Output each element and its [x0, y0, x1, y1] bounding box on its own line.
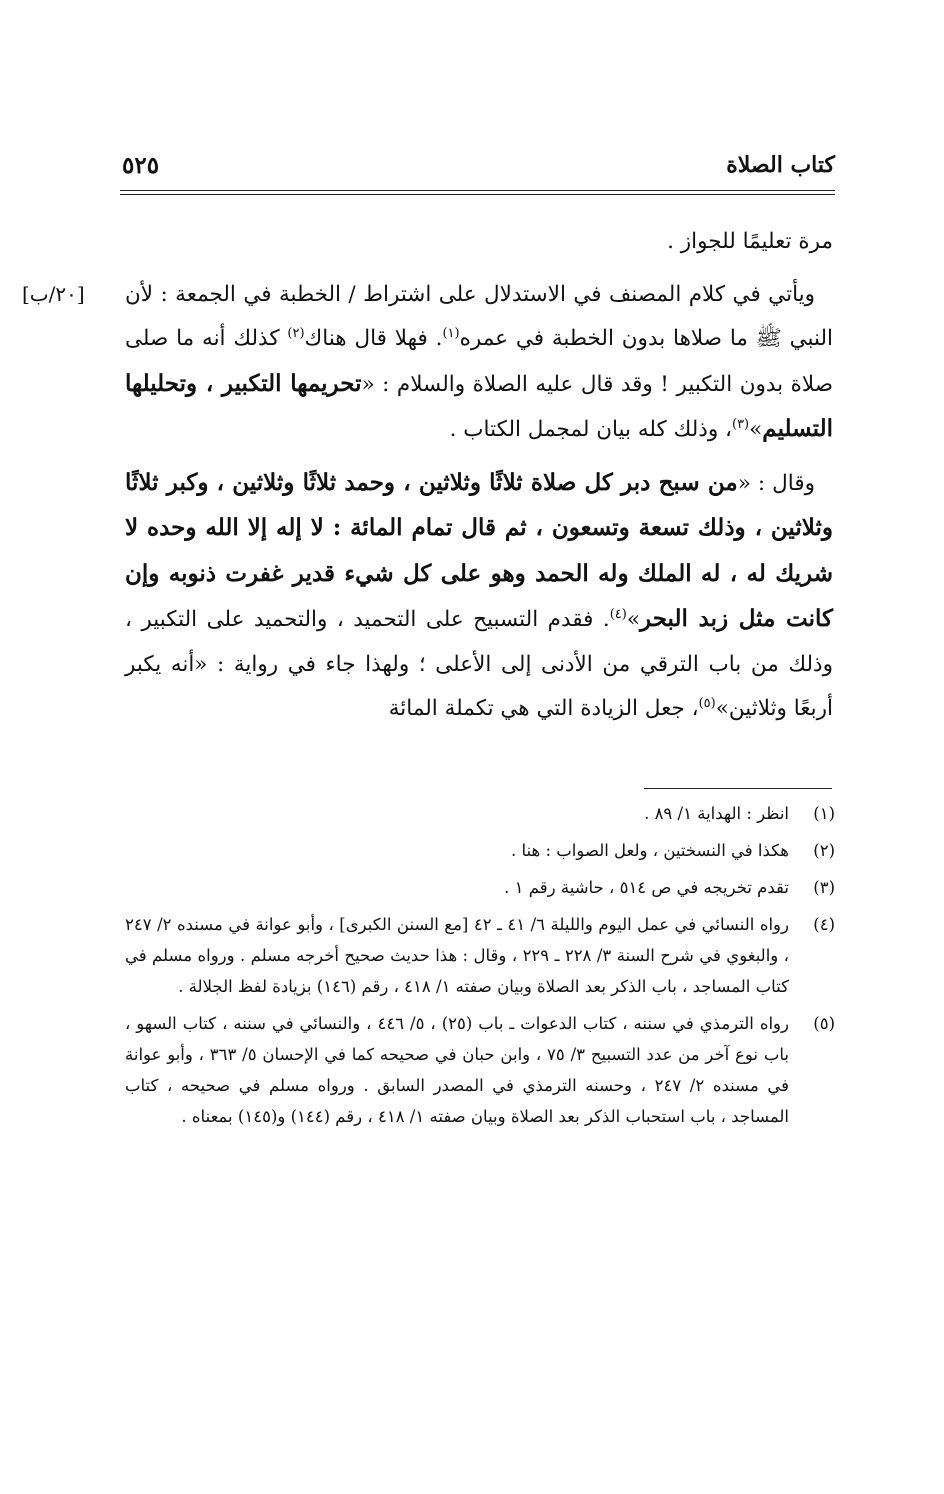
paragraph-2-text-e: »	[749, 417, 763, 442]
page-number: ٥٢٥	[122, 152, 160, 179]
footnote-item	[125, 835, 835, 866]
footnote-separator	[644, 788, 832, 789]
footnote-number: (٢)	[813, 841, 835, 860]
main-text	[125, 220, 833, 732]
margin-folio-note: [٢٠/ب]	[22, 282, 85, 306]
paragraph-2-text-f: ، وذلك كله بيان لمجمل الكتاب .	[449, 417, 732, 442]
footnote-number: (٤)	[813, 915, 835, 934]
paragraph-3	[125, 461, 833, 732]
paragraph-2	[125, 273, 833, 453]
footnote-number: (٥)	[813, 1014, 835, 1033]
paragraph-3-text-a: وقال : «	[737, 470, 816, 496]
hadith-quote-1: تحريمها التكبير ، وتحليلها التسليم	[125, 369, 833, 442]
hadith-quote-2: من سبح دبر كل صلاة ثلاثًا وثلاثين ، وحمد ثلاثًا وثلاثين ، وكبر ثلاثًا وثلاثين ، وذلك تسعة وتسعون ، ثم قال تمام المائة : لا إله إلا الله وحده لا شريك له ، له الملك وله الحمد وهو على كل شيء قدير غفرت ذنوبه وإن كانت مثل زبد البحر	[125, 468, 833, 632]
page-header	[120, 148, 835, 188]
footnote-text: تقدم تخريجه في ص ٥١٤ ، حاشية رقم ١ .	[504, 878, 789, 897]
paragraph-3-text-d: ، جعل الزيادة التي هي تكملة المائة	[388, 696, 699, 721]
footnote-item	[125, 1008, 835, 1132]
footnote-ref-2: (٢)	[287, 325, 305, 341]
paragraph-3-text-b: »	[626, 607, 640, 632]
paragraph-3-text-c: . فقدم التسبيح على التحميد ، والتحميد على التكبير ، وذلك من باب الترقي من الأدنى إلى الأعلى ؛ ولهذا جاء في رواية : «أنه يكبر أربعًا وثلاثين»	[125, 607, 833, 721]
footnote-item	[125, 909, 835, 1002]
footnote-number: (١)	[813, 804, 835, 823]
footnote-item	[125, 872, 835, 903]
footnote-number: (٣)	[813, 878, 835, 897]
footnote-text: انظر : الهداية ١/ ٨٩ .	[644, 804, 789, 823]
footnote-ref-4: (٤)	[609, 606, 627, 622]
header-rule	[120, 190, 835, 195]
running-title: كتاب الصلاة	[726, 152, 835, 178]
footnote-text: رواه النسائي في عمل اليوم والليلة ٦/ ٤١ ـ ٤٢ [مع السنن الكبرى] ، وأبو عوانة في مسنده ٢/ ٢٤٧ ، والبغوي في شرح السنة ٣/ ٢٢٨ ـ ٢٢٩ ، وقال : هذا حديث صحيح أخرجه مسلم . ورواه مسلم في كتاب المساجد ، باب الذكر بعد الصلاة وبيان صفته ١/ ٤١٨ ، رقم (١٤٦) بزيادة لفظ الجلالة .	[125, 915, 790, 996]
footnotes	[125, 798, 835, 1138]
paragraph-2-text-a: ويأتي في كلام المصنف في الاستدلال على اشتراط / الخطبة في الجمعة :	[160, 281, 815, 307]
footnote-text: رواه الترمذي في سننه ، كتاب الدعوات ـ باب (٢٥) ، ٥/ ٤٤٦ ، والنسائي في سننه ، كتاب السهو ، باب نوع آخر من عدد التسبيح ٣/ ٧٥ ، وابن حبان في صحيحه كما في الإحسان ٥/ ٣٦٣ ، وأبو عوانة في مسنده ٢/ ٢٤٧ ، وحسنه الترمذي في المصدر السابق . ورواه مسلم في صحيحه ، كتاب المساجد ، باب استحباب الذكر بعد الصلاة وبيان صفته ١/ ٤١٨ ، رقم (١٤٤) و(١٤٥) بمعناه .	[125, 1014, 789, 1126]
paragraph-1: مرة تعليمًا للجواز .	[667, 229, 833, 254]
paragraph-2-text-b: لأن النبي ﷺ ما صلاها بدون الخطبة في عمره	[125, 281, 833, 351]
paragraph-2-text-c: . فهلا قال هناك	[304, 326, 443, 351]
footnote-text: هكذا في النسختين ، ولعل الصواب : هنا .	[511, 841, 789, 860]
footnote-ref-5: (٥)	[698, 695, 716, 711]
footnote-ref-1: (١)	[442, 325, 460, 341]
footnote-ref-3: (٣)	[731, 416, 750, 432]
footnote-item	[125, 798, 835, 829]
paragraph-2-text-d: كذلك أنه ما صلى صلاة بدون التكبير ! وقد قال عليه الصلاة والسلام : «	[125, 326, 834, 397]
